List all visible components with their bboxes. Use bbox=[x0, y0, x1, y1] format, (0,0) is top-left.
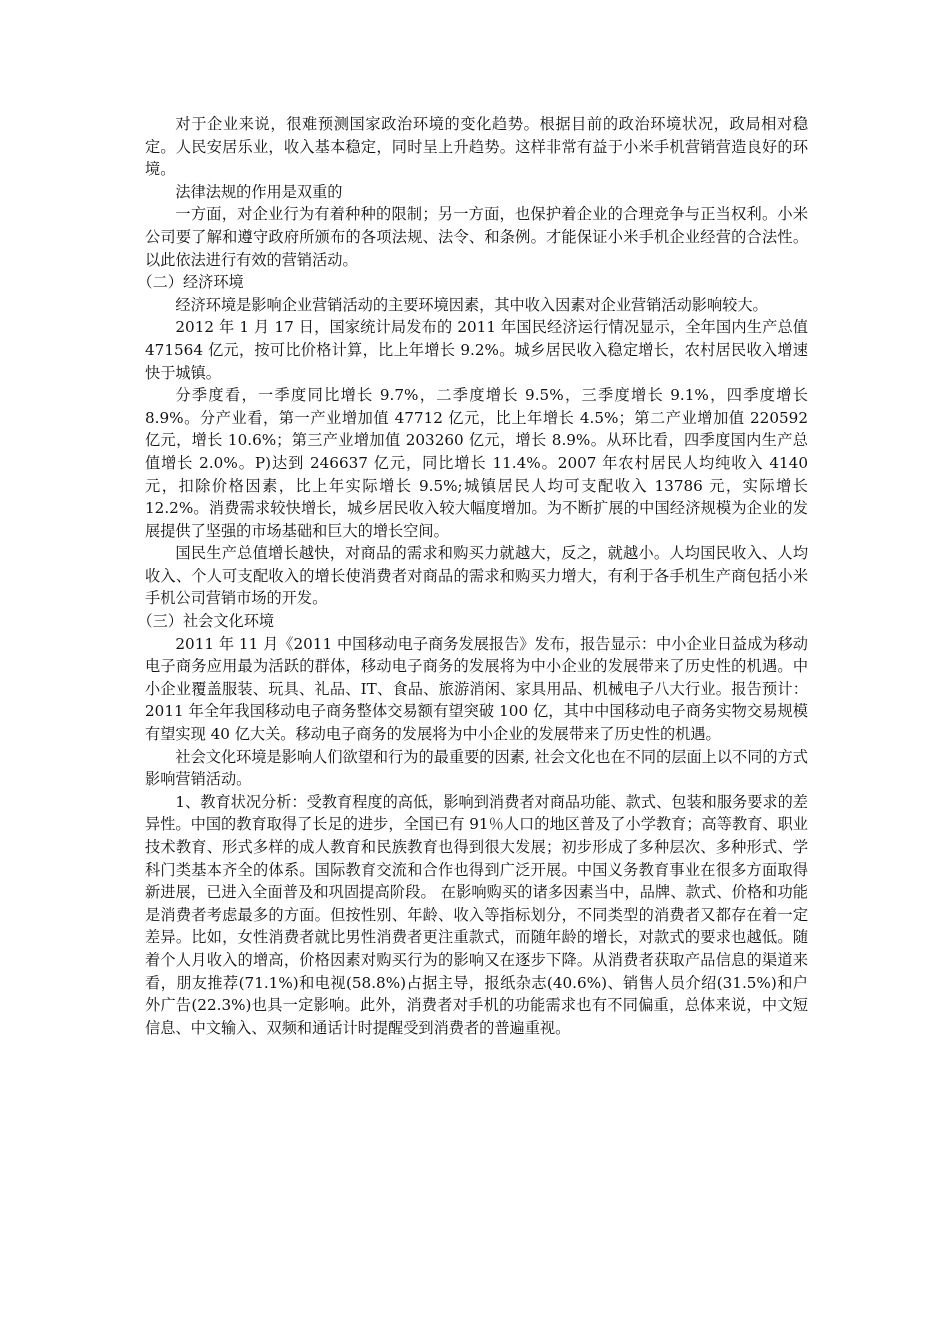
paragraph-education-analysis: 1、教育状况分析：受教育程度的高低，影响到消费者对商品功能、款式、包装和服务要求的差异性。中国的教育取得了长足的进步，全国已有 91％人口的地区普及了小学教育；高等教育、职业技术教育、形式多样的成人教育和民族教育也得到很大发展；初步形成了多种层次、多种形式、学科门类基本齐全的体系。国际教育交流和合作也得到广泛开展。中国义务教育事业在很多方面取得新进展，已进入全面普及和巩固提高阶段。 在影响购买的诸多因素当中，品牌、款式、价格和功能是消费者考虑最多的方面。但按性别、年龄、收入等指标划分，不同类型的消费者又都存在着一定差异。比如，女性消费者就比男性消费者更注重款式，而随年龄的增长，对款式的要求也越低。随着个人月收入的增高，价格因素对购买行为的影响又在逐步下降。从消费者获取产品信息的渠道来看，朋友推荐(71.1%)和电视(58.8%)占据主导，报纸杂志(40.6%)、销售人员介绍(31.5%)和户外广告(22.3%)也具一定影响。此外，消费者对手机的功能需求也有不同偏重，总体来说，中文短信息、中文输入、双频和通话计时提醒受到消费者的普遍重视。 bbox=[145, 792, 808, 1037]
paragraph-law-dual-role: 法律法规的作用是双重的 bbox=[175, 182, 343, 201]
paragraph-law-detail: 一方面，对企业行为有着种种的限制；另一方面，也保护着企业的合理竞争与正当权利。小米公司要了解和遵守政府所颁布的各项法规、法令、和条例。才能保证小米手机企业经营的合法性。以此依法进行有效的营销活动。 bbox=[145, 205, 808, 269]
section-heading-social-culture: （三）社会文化环境 bbox=[137, 612, 275, 631]
paragraph-gdp-2011: 2012 年 1 月 17 日，国家统计局发布的 2011 年国民经济运行情况显示，全年国内生产总值 471564 亿元，按可比价格计算，比上年增长 9.2%。城乡居民收入稳定增长，农村居民收入增速快于城镇。 bbox=[145, 318, 808, 382]
paragraph-purchasing-power: 国民生产总值增长越快，对商品的需求和购买力就越大，反之，就越小。人均国民收入、人均收入、个人可支配收入的增长使消费者对商品的需求和购买力增大，有利于各手机生产商包括小米手机公司营销市场的开发。 bbox=[145, 544, 808, 608]
paragraph-social-culture-intro: 社会文化环境是影响人们欲望和行为的最重要的因素, 社会文化也在不同的层面上以不同的方式影响营销活动。 bbox=[145, 747, 808, 789]
paragraph-political-environment: 对于企业来说，很难预测国家政治环境的变化趋势。根据目前的政治环境状况，政局相对稳定。人民安居乐业，收入基本稳定，同时呈上升趋势。这样非常有益于小米手机营销营造良好的环境。 bbox=[145, 115, 808, 179]
paragraph-mobile-ecommerce-report: 2011 年 11 月《2011 中国移动电子商务发展报告》发布，报告显示：中小企业日益成为移动电子商务应用最为活跃的群体，移动电子商务的发展将为中小企业的发展带来了历史性的机遇。中小企业覆盖服装、玩具、礼品、IT、食品、旅游消闲、家具用品、机械电子八大行业。报告预计：2011 年全年我国移动电子商务整体交易额有望突破 100 亿，其中中国移动电子商务实物交易规模有望实现 40 亿大关。移动电子商务的发展将为中小企业的发展带来了历史性的机遇。 bbox=[145, 634, 808, 744]
document-page bbox=[137, 113, 808, 1039]
paragraph-quarterly-growth: 分季度看，一季度同比增长 9.7%，二季度增长 9.5%，三季度增长 9.1%，四季度增长 8.9%。分产业看，第一产业增加值 47712 亿元，比上年增长 4.5%；第二产业增加值 220592 亿元，增长 10.6%；第三产业增加值 203260 亿元，增长 8.9%。从环比看，四季度国内生产总值增长 2.0%。P)达到 246637 亿元，同比增长 11.4%。2007 年农村居民人均纯收入 4140 元，扣除价格因素，比上年实际增长 9.5%;城镇居民人均可支配收入 13786 元，实际增长 12.2%。消费需求较快增长，城乡居民收入较大幅度增加。为不断扩展的中国经济规模为企业的发展提供了坚强的市场基础和巨大的增长空间。 bbox=[145, 386, 808, 540]
paragraph-economic-intro: 经济环境是影响企业营销活动的主要环境因素，其中收入因素对企业营销活动影响较大。 bbox=[175, 295, 768, 314]
section-heading-economic: （二）经济环境 bbox=[137, 273, 244, 292]
